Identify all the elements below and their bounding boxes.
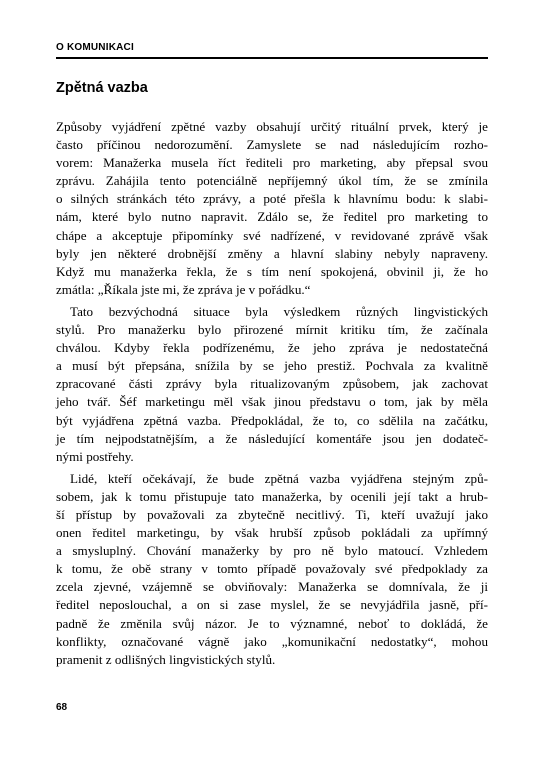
text-line: nám, které bylo nutno napravit. Zdálo se, že ředitel pro marketing to — [56, 209, 488, 225]
text-line: a musí být přepsána, snížila by se jeho prestiž. Pochvala za kvalitně — [56, 358, 488, 374]
paragraph — [56, 470, 488, 669]
text-line: zmátla: „Říkala jste mi, že zpráva je v pořádku.“ — [56, 281, 311, 297]
text-line: o silných stránkách této zprávy, a poté přešla k hlavnímu bodu: k slabi- — [56, 191, 488, 207]
text-line: a smysluplný. Chování manažerky by pro ně bylo matoucí. Vzhledem — [56, 543, 488, 559]
text-line: Tato bezvýchodná situace byla výsledkem různých lingvistických — [70, 303, 488, 319]
text-line: Když mu manažerka řekla, že s tím není spokojená, obvinil ji, že ho — [56, 263, 488, 279]
text-line: chápe a akceptuje připomínky své nadřízené, v revidované zprávě však — [56, 227, 488, 243]
header-rule — [56, 57, 488, 59]
text-line: jeho tvář. Šéf marketingu měl však jinou představu o tom, jak by měla — [56, 394, 488, 410]
text-line: ředitel neposlouchal, a on si zase myslel, že se nevyjádřila jasně, pří- — [56, 597, 488, 613]
text-line: je tím nejpodstatnějším, a že následující komentáře jsou jen dodateč- — [56, 430, 488, 446]
text-line: ší přístup by považovali za zbytečně necitlivý. Ti, kteří uvažují jako — [56, 506, 488, 522]
text-line: k tomu, že obě strany v tomto případě považovaly své předpoklady za — [56, 561, 488, 577]
text-line: zpracované části zprávy byla ritualizovaným způsobem, jak zachovat — [56, 376, 488, 392]
text-line: byly jen některé drobnější změny a hlavní slabiny nebyly napraveny. — [56, 245, 488, 261]
text-line: sobem, jak k tomu přistupuje tato manažerka, by ocenili její takt a hrub- — [56, 488, 488, 504]
text-line: zcela zjevné, vzájemně se obviňovaly: Manažerka se domnívala, že ji — [56, 579, 488, 595]
text-line: být vyjádřena zpětná vazba. Předpokládal, že to, co sdělila na začátku, — [56, 412, 488, 428]
text-line: onen ředitel marketingu, by však hrubší způsob pokládali za upřímný — [56, 525, 488, 541]
page-number: 68 — [56, 702, 68, 713]
text-line: pramenit z odlišných lingvistických stylů. — [56, 651, 276, 667]
paragraph — [56, 118, 488, 299]
text-line: Lidé, kteří očekávají, že bude zpětná vazba vyjádřena stejným způ- — [70, 470, 488, 486]
text-line: často příčinou nedorozumění. Zamyslete se nad následujícím rozho- — [56, 137, 488, 153]
running-head: O KOMUNIKACI — [56, 42, 134, 53]
section-title: Zpětná vazba — [56, 80, 148, 96]
text-line: stylů. Pro manažerku bylo přirozené mírnit kritiku tím, že začínala — [56, 322, 488, 338]
text-line: chválou. Kdyby řekla podřízenému, že jeho zpráva je nedostatečná — [56, 340, 488, 356]
text-line: nými postřehy. — [56, 448, 134, 464]
text-line: konflikty, označované vágně jako „komunikační nedostatky“, mohou — [56, 633, 488, 649]
body-text — [56, 118, 488, 669]
text-line: Způsoby vyjádření zpětné vazby obsahují určitý rituální prvek, který je — [56, 119, 488, 134]
text-line: padně že změnila svůj názor. Je to významné, neboť to dokládá, že — [56, 615, 488, 631]
text-line: vorem: Manažerka musela říct řediteli pro marketing, aby přepsal svou — [56, 155, 488, 171]
paragraph — [56, 303, 488, 466]
text-line: zprávu. Zahájila tento potenciálně nepříjemný úkol tím, že se zmínila — [56, 173, 488, 189]
